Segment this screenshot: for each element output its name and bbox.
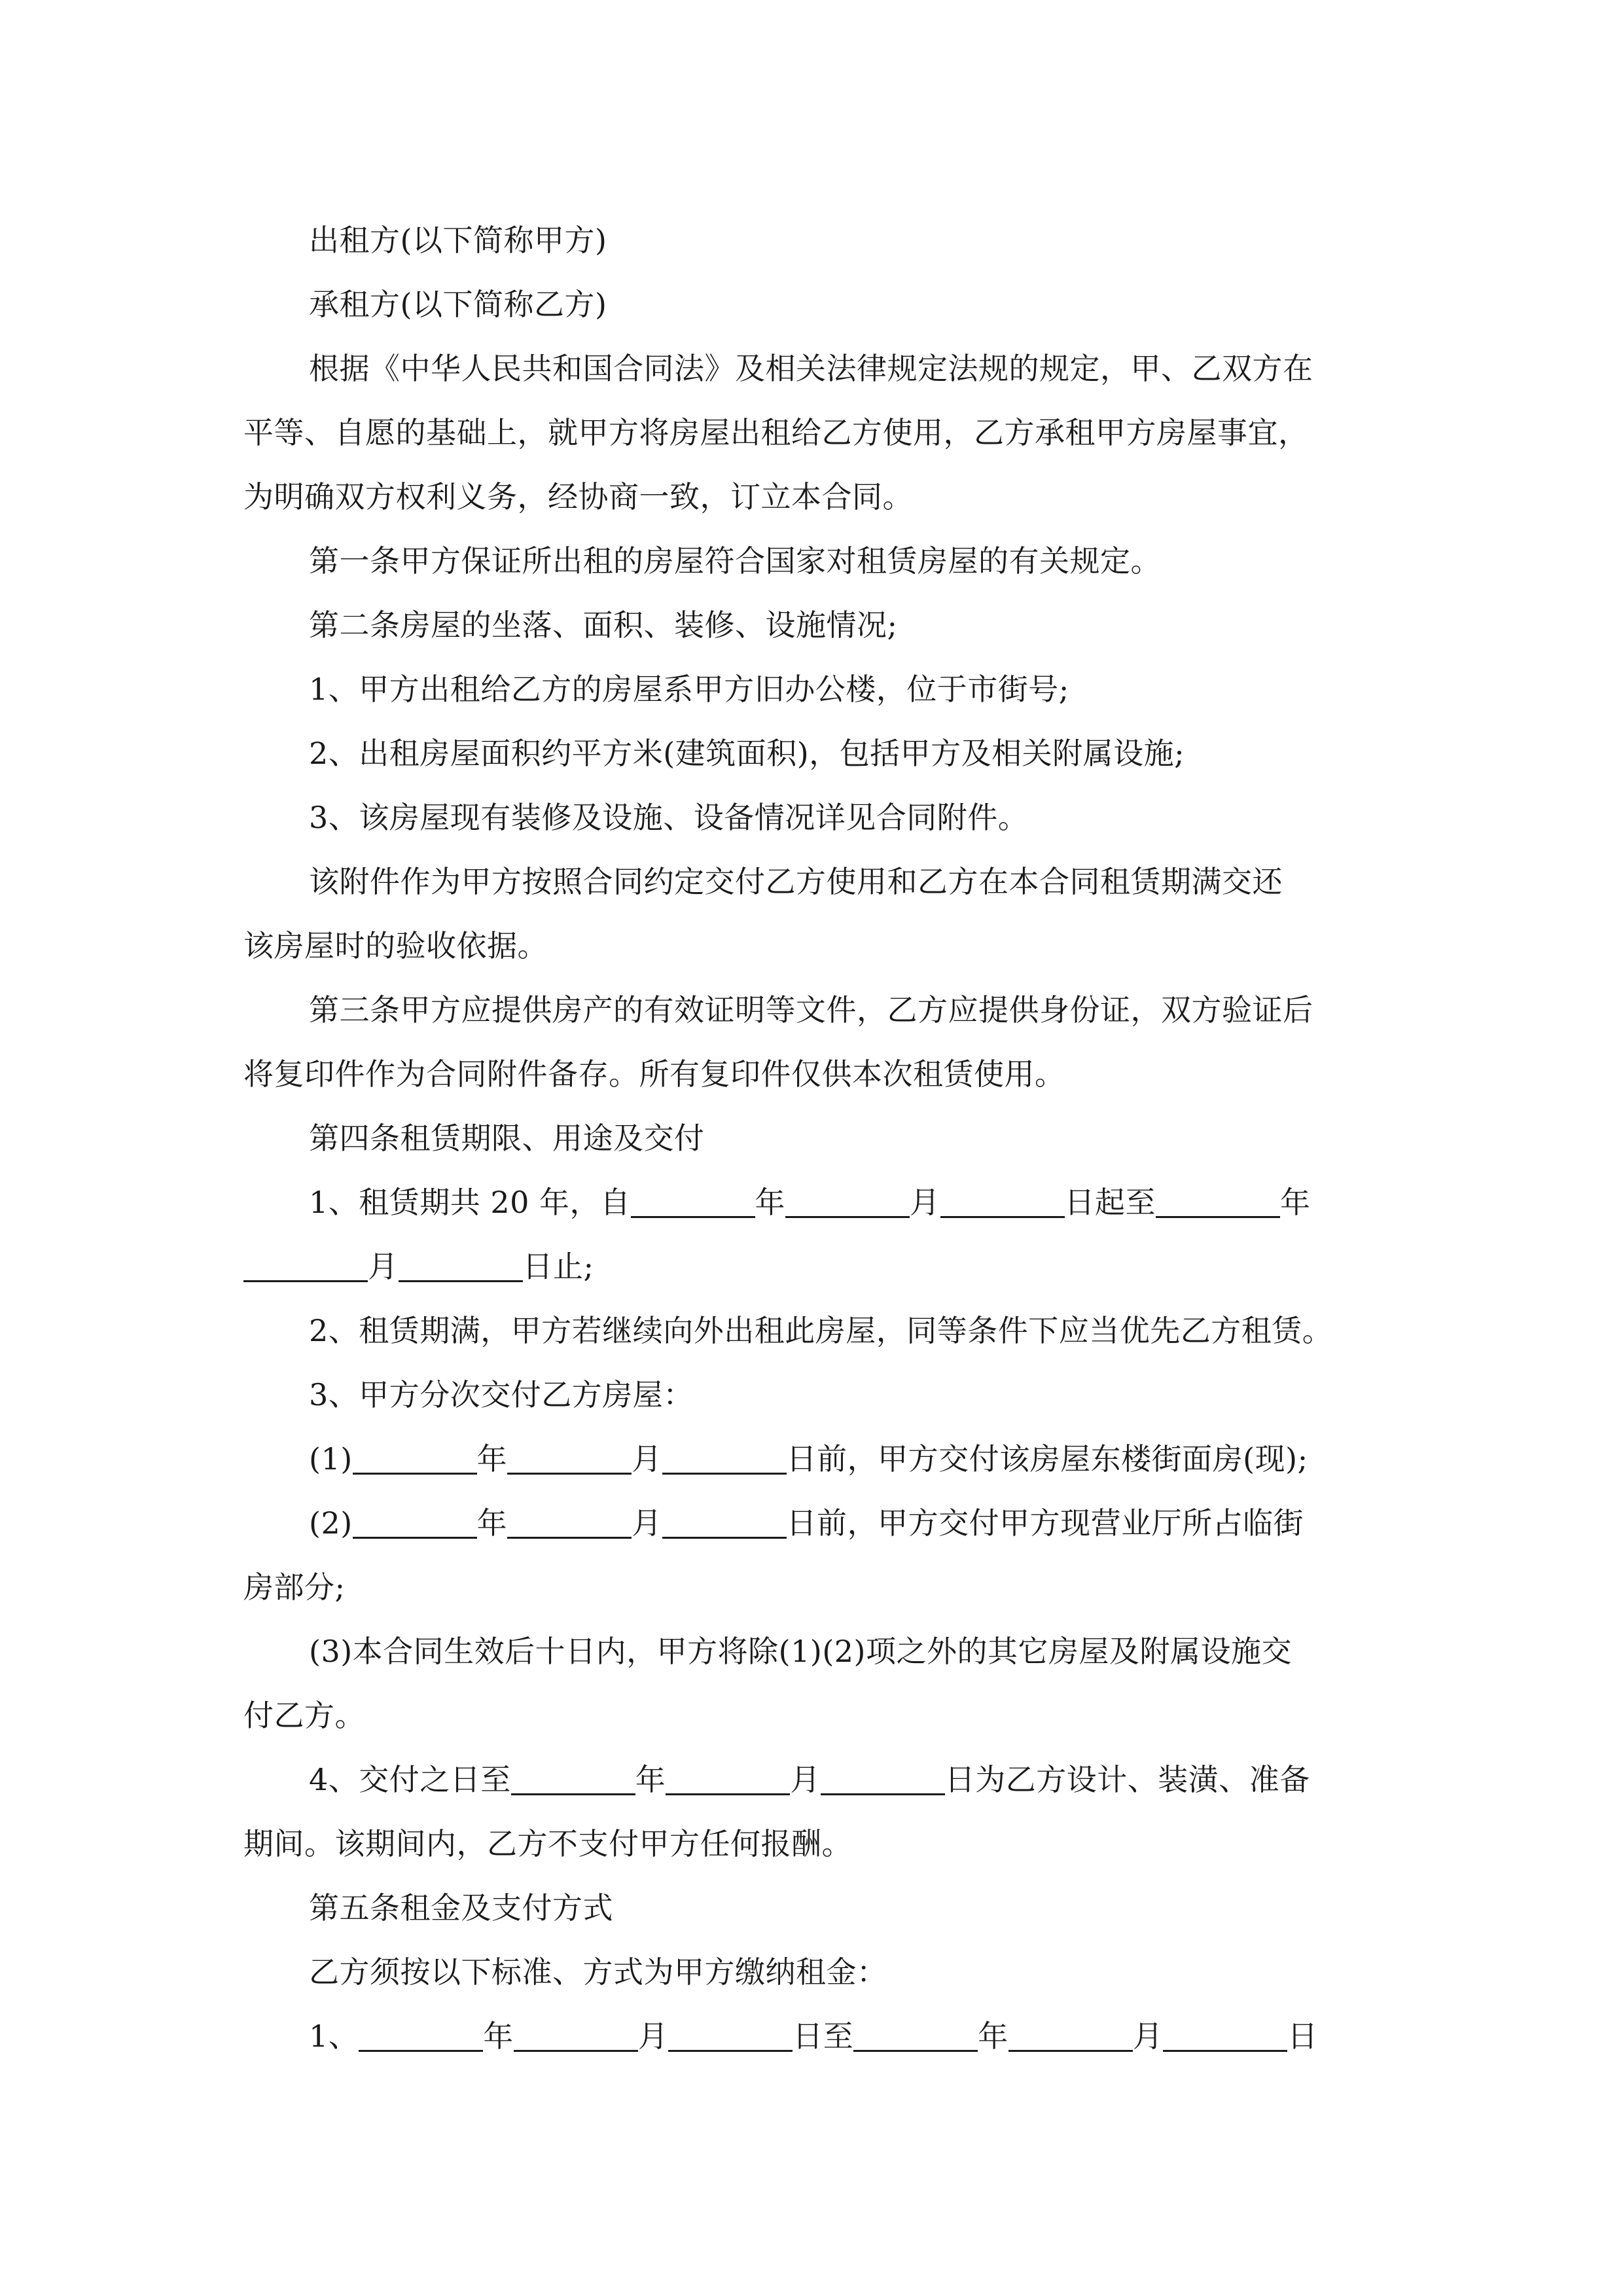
article-2-item-3: 3、该房屋现有装修及设施、设备情况详见合同附件。 — [309, 800, 1029, 835]
month-label: 月 — [632, 1441, 662, 1477]
article-3-line-2: 将复印件作为合同附件备存。所有复印件仅供本次租赁使用。 — [243, 1056, 1065, 1092]
blank-field[interactable] — [821, 1763, 945, 1795]
blank-field[interactable] — [243, 1250, 368, 1282]
blank-field[interactable] — [785, 1186, 910, 1218]
delivery-item-1 — [243, 1427, 1382, 1491]
delivery-text: 日前，甲方交付该房屋东楼街面房(现); — [786, 1441, 1308, 1477]
day-label: 日 — [1287, 2018, 1318, 2054]
article-4-item-4-cont: 期间。该期间内，乙方不支付甲方任何报酬。 — [243, 1826, 852, 1861]
article-2-item-2: 2、出租房屋面积约平方米(建筑面积)，包括甲方及相关附属设施; — [309, 736, 1185, 771]
month-label: 月 — [1132, 2018, 1164, 2054]
article-4-item-3: 3、甲方分次交付乙方房屋： — [309, 1377, 694, 1412]
month-label: 月 — [790, 1762, 821, 1797]
end-label: 日止; — [522, 1249, 594, 1284]
blank-field[interactable] — [940, 1186, 1065, 1218]
article-4-item-1-cont — [243, 1234, 1382, 1299]
preamble-line-2: 平等、自愿的基础上，就甲方将房屋出租给乙方使用，乙方承租甲方房屋事宜， — [243, 415, 1309, 450]
year-label: 年 — [476, 1441, 508, 1477]
blank-field[interactable] — [1008, 2020, 1133, 2052]
year-label: 年 — [978, 2018, 1008, 2054]
blank-field[interactable] — [662, 1507, 787, 1539]
year-label: 年 — [483, 2018, 514, 2054]
blank-field[interactable] — [359, 2020, 483, 2052]
article-2-heading: 第二条房屋的坐落、面积、装修、设施情况; — [309, 607, 898, 643]
item-number: 1、 — [309, 2018, 359, 2054]
year-label: 年 — [1280, 1185, 1311, 1220]
delivery-item-2-cont: 房部分; — [243, 1570, 346, 1605]
preamble-line-3: 为明确双方权利义务，经协商一致，订立本合同。 — [243, 479, 913, 514]
article-1: 第一条甲方保证所出租的房屋符合国家对租赁房屋的有关规定。 — [309, 543, 1161, 579]
article-5-heading: 第五条租金及支付方式 — [309, 1890, 613, 1926]
blank-field[interactable] — [353, 1443, 477, 1475]
article-2-item-1: 1、甲方出租给乙方的房屋系甲方旧办公楼，位于市街号; — [309, 672, 1069, 707]
blank-field[interactable] — [511, 1763, 635, 1795]
delivery-text: 日前，甲方交付甲方现营业厅所占临街 — [786, 1505, 1304, 1541]
year-label: 年 — [635, 1762, 666, 1797]
delivery-item-2 — [243, 1491, 1382, 1555]
month-label: 月 — [910, 1185, 940, 1220]
blank-field[interactable] — [399, 1250, 523, 1282]
article-5-intro: 乙方须按以下标准、方式为甲方缴纳租金： — [309, 1954, 887, 1990]
lessee-line: 承租方(以下简称乙方) — [309, 287, 607, 322]
from-to-label: 日起至 — [1064, 1185, 1156, 1220]
lessor-line: 出租方(以下简称甲方) — [309, 223, 607, 258]
blank-field[interactable] — [853, 2020, 978, 2052]
annex-line-2: 该房屋时的验收依据。 — [243, 928, 548, 963]
month-label: 月 — [368, 1249, 399, 1284]
blank-field[interactable] — [631, 1186, 755, 1218]
delivery-item-3: (3)本合同生效后十日内，甲方将除(1)(2)项之外的其它房屋及附属设施交 — [309, 1634, 1292, 1669]
item-number: (1) — [309, 1441, 353, 1477]
blank-field[interactable] — [353, 1507, 477, 1539]
month-label: 月 — [637, 2018, 669, 2054]
item-text: 4、交付之日至 — [309, 1762, 511, 1797]
blank-field[interactable] — [668, 2020, 793, 2052]
blank-field[interactable] — [507, 1443, 632, 1475]
blank-field[interactable] — [1156, 1186, 1280, 1218]
year-label: 年 — [755, 1185, 786, 1220]
item-number: (2) — [309, 1505, 353, 1541]
blank-field[interactable] — [507, 1507, 632, 1539]
article-4-item-1 — [243, 1170, 1382, 1234]
article-4-item-2: 2、租赁期满，甲方若继续向外出租此房屋，同等条件下应当优先乙方租赁。 — [309, 1313, 1333, 1348]
delivery-item-3-cont: 付乙方。 — [243, 1698, 365, 1733]
contract-page — [243, 208, 1382, 2068]
article-5-item-1 — [243, 2004, 1382, 2068]
month-label: 月 — [632, 1505, 662, 1541]
term-text: 1、租赁期共 20 年，自 — [309, 1185, 631, 1220]
article-4-item-4 — [243, 1748, 1382, 1812]
item-text: 日为乙方设计、装潢、准备 — [944, 1762, 1310, 1797]
blank-field[interactable] — [514, 2020, 638, 2052]
blank-field[interactable] — [1163, 2020, 1287, 2052]
blank-field[interactable] — [662, 1443, 787, 1475]
article-3-line-1: 第三条甲方应提供房产的有效证明等文件，乙方应提供身份证，双方验证后 — [309, 992, 1313, 1028]
to-label: 日至 — [793, 2018, 854, 2054]
year-label: 年 — [476, 1505, 508, 1541]
article-4-heading: 第四条租赁期限、用途及交付 — [309, 1121, 705, 1156]
preamble-line-1: 根据《中华人民共和国合同法》及相关法律规定法规的规定，甲、乙双方在 — [309, 351, 1313, 386]
blank-field[interactable] — [666, 1763, 790, 1795]
annex-line-1: 该附件作为甲方按照合同约定交付乙方使用和乙方在本合同租赁期满交还 — [309, 864, 1283, 899]
